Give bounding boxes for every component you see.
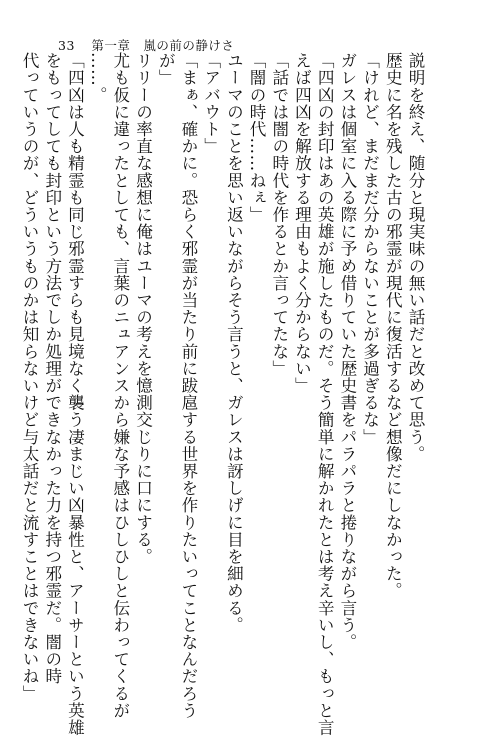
text-line: 代っていうのが、どういうものかは知らないけど与太話だと流すことはできないね」 bbox=[20, 52, 40, 702]
text-line: 「四凶の封印はあの英雄が施したものだ。そう簡単に解かれたとは考え辛いし、もっと言 bbox=[315, 52, 335, 736]
text-line: ユーマのことを思い返いながらそう言うと、ガレスは訝しげに目を細める。 bbox=[224, 52, 244, 634]
body-text bbox=[20, 52, 426, 736]
text-line: 「けれど、まだまだ分からないことが多過ぎるな」 bbox=[360, 52, 380, 446]
text-line: リリーの率直な感想に俺はユーマの考えを憶測交じりに口にする。 bbox=[133, 52, 153, 565]
text-line: 「闇の時代……ねぇ」 bbox=[247, 52, 267, 223]
text-line: 「まぁ、確かに。恐らく邪霊が当たり前に跋扈する世界を作りたいってことなんだろう bbox=[178, 52, 198, 719]
text-line: 説明を終え、随分と現実味の無い話だと改めて思う。 bbox=[406, 52, 425, 463]
page-number: 33 bbox=[58, 38, 75, 53]
text-line: 尤も仮に違ったとしても、言葉のニュアンスから嫌な予感はひしひしと伝わってくるが bbox=[110, 52, 130, 719]
chapter-title: 第一章 嵐の前の静けさ bbox=[91, 38, 235, 53]
text-line: 「話では闇の時代を作るとか言ってたな」 bbox=[269, 52, 289, 377]
text-line: えば四凶を解放する理由もよく分からない」 bbox=[292, 52, 312, 394]
text-line: 「四凶は人も精霊も同じ邪霊すらも見境なく襲う凄まじい凶暴性と、アーサーという英雄 bbox=[65, 52, 85, 736]
text-line: が」 bbox=[156, 52, 176, 87]
text-line: 歴史に名を残した古の邪霊が現代に復活するなど想像だにしなかった。 bbox=[383, 52, 403, 600]
text-line: をもってしても封印という方法でしか処理ができなかった力を持つ邪霊だ。闇の時 bbox=[42, 52, 62, 685]
text-line: ……。 bbox=[88, 52, 108, 104]
text-line: 「アバウト」 bbox=[201, 52, 221, 155]
text-line: ガレスは個室に入る際に予め借りていた歴史書をパラパラと捲りながら言う。 bbox=[337, 52, 357, 651]
